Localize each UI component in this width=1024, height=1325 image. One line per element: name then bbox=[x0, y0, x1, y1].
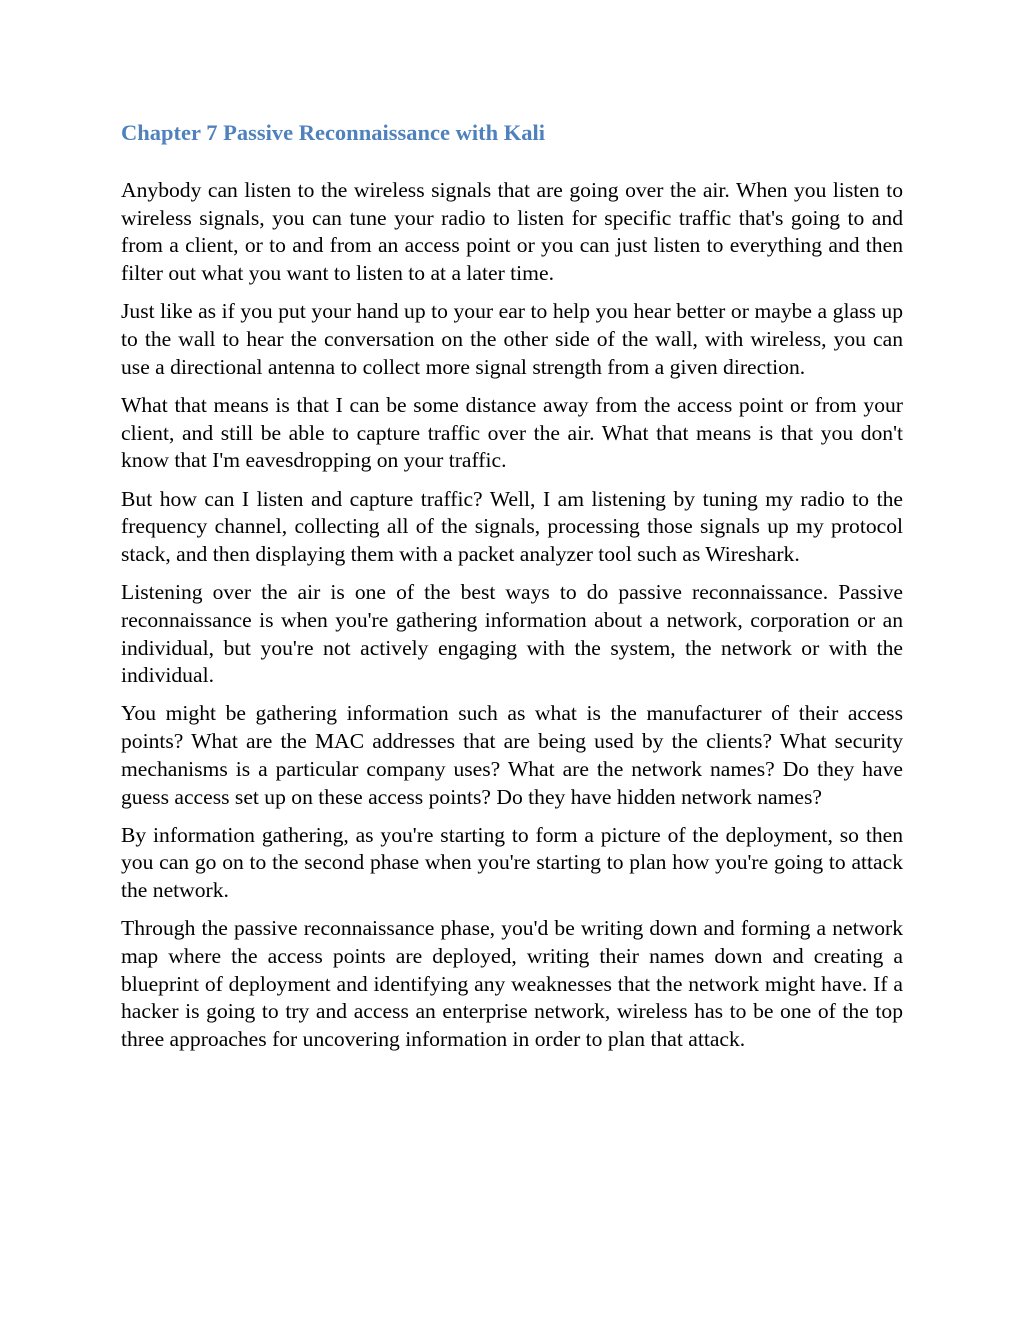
paragraph-8: Through the passive reconnaissance phase, you'd be writing down and forming a network map where the access points are deployed, writing their names down and creating a blueprint of deployment and identifying any weaknesses that the network might have. If a hacker is going to try and access an enterprise network, wireless has to be one of the top three approaches for uncovering information in order to plan that attack. bbox=[121, 916, 903, 1052]
paragraph-6: You might be gathering information such as what is the manufacturer of their access points? What are the MAC addresses that are being used by the clients? What security mechanisms is a particular company uses? What are the network names? Do they have guess access set up on these access points? Do they have hidden network names? bbox=[121, 701, 903, 809]
paragraph-4: But how can I listen and capture traffic? Well, I am listening by tuning my radio to the frequency channel, collecting all of the signals, processing those signals up my protocol stack, and then displaying them with a packet analyzer tool such as Wireshark. bbox=[121, 486, 903, 566]
paragraph-5: Listening over the air is one of the best ways to do passive reconnaissance. Passive reconnaissance is when you're gathering information about a network, corporation or an individual, but you're not actively engaging with the system, the network or with the individual. bbox=[121, 580, 903, 688]
paragraph-7: By information gathering, as you're starting to form a picture of the deployment, so then you can go on to the second phase when you're starting to plan how you're going to attack the network. bbox=[121, 822, 903, 903]
page-content bbox=[121, 118, 903, 1064]
paragraph-3: What that means is that I can be some distance away from the access point or from your client, and still be able to capture traffic over the air. What that means is that you don't know that I'm eavesdropping on your traffic. bbox=[121, 392, 903, 473]
paragraph-1: Anybody can listen to the wireless signals that are going over the air. When you listen to wireless signals, you can tune your radio to listen for specific traffic that's going to and from a client, or to and from an access point or you can just listen to everything and then filter out what you want to listen to at a later time. bbox=[121, 178, 903, 286]
paragraph-2: Just like as if you put your hand up to your ear to help you hear better or maybe a glass up to the wall to hear the conversation on the other side of the wall, with wireless, you can use a directional antenna to collect more signal strength from a given direction. bbox=[121, 299, 903, 379]
chapter-title: Chapter 7 Passive Reconnaissance with Kali bbox=[121, 120, 545, 145]
